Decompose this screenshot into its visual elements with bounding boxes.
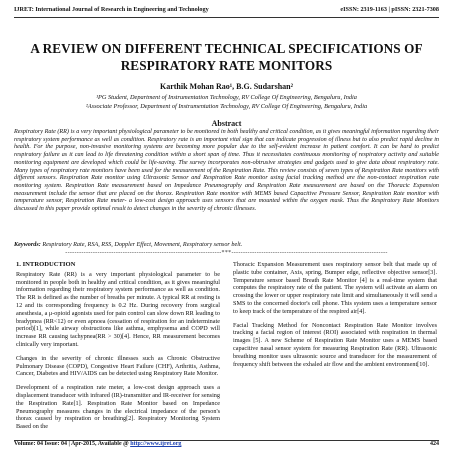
journal-name: IJRET: International Journal of Research in Engineering and Technology xyxy=(14,6,209,13)
issn-label: eISSN: 2319-1163 | pISSN: 2321-7308 xyxy=(340,6,439,13)
page-number: 424 xyxy=(430,441,439,447)
running-footer xyxy=(14,441,439,447)
volume-info xyxy=(14,441,181,447)
affiliation-2: ²Associate Professor, Department of Instrumentation Technology, RV College Of Engineering, Bengaluru, India xyxy=(85,102,368,110)
abstract-text: Respiratory Rate (RR) is a very important physiological parameter to be monitored in both healthy and critical condition, as it gives meaningful information regarding their respiratory system performance as well as condition. Respiratory rate is an important vital sign that can indicate progression of illness but to also predict rapid decline in health. For the purpose, non-invasive monitoring systems are becoming more popular due to the self-evident increase in patient comfort. It can be hard to predict respiratory failure as it can lead to life threatening condition within a short span of time. Thus it necessitates continuous monitoring of respiratory activity and suitable monitoring equipment are developed which could be life-saving. The survey incorporates non-obtrusive strategies and gadgets used to give data about respiratory rate. Many types of respiratory rate monitors have been used for the measurement of the Respiration Rate. This review consists of seven types of Respiration Rate monitors with different sensors. Respiration Rate monitor using Ultrasonic Sensor and Respiration Rate monitor using facial tracking method are the non-contact respiration rate monitoring system. Respiration Rate measurement based on Impedance Pneumography and Respiration Rate measurement are based on the Thoracic Expansion measurement include the sensor that are placed on the thorax. Respiration Rate monitor with MEMS based Capacitive Pressure Sensor, Respiration Rate monitor with temperature sensor, Respiration Rate meter- a low-cost design approach uses sensors that are mounted within the oxygen mask. Thus the Respiratory Rate Monitors discussed in this paper provide optimal result to detect changes in the severity of chronic illnesses. xyxy=(14,129,439,213)
volume-label: Volume: 04 Issue: 04 | Apr-2015, Available @ xyxy=(14,441,131,447)
affiliations xyxy=(12,94,441,111)
section-heading-introduction: 1. INTRODUCTION xyxy=(16,261,76,268)
section-separator: --------------------------------------------------------------------***-------------------------------------------------------------------- xyxy=(65,250,388,256)
abstract-heading: Abstract xyxy=(211,119,242,128)
paragraph: Changes in the severity of chronic illnesses such as Chronic Obstructive Pulmonary Disease (COPD), Congestive Heart Failure (CHF), Arthritis, Asthma, Cancer, Diabetes and HIV/AIDS can be detected using Respiratory Rate Monitor. xyxy=(16,354,220,378)
paragraph: Thoracic Expansion Measurement uses respiratory sensor belt that made up of plastic tube container, Axis, spring, Bumper edge, reflective objective sensor[3]. Temperature sensor based Breath Rate Monitor [4] is a real-time system that computes the respiratory rate of the patient. The system will activate an alarm on crossing the lower or upper respiratory rate limit and simultaneously it will send a SMS to the concerned doctor's cell phone. This system uses a temperature sensor to keep track of the temperature of the respired air[4]. xyxy=(233,261,437,315)
paragraph: Respiratory Rate (RR) is a very important physiological parameter to be monitored in people both in healthy and critical condition, as it gives meaningful information regarding their respiratory system performance as well as condition. The RR is defined as the number of breaths per minute. A typical RR at resting is 12 and its corresponding frequency is 0.2 Hz. During recovery from surgical anesthesia, a μ-opioid agonists used for pain control can slow down RR leading to bradypnea (RR<12) or even apnoea (cessation of respiration for an indeterminate period)[1], while airway obstructions like asthma, emphysema and COPD will increase RR causing tachypnea(RR > 30)[4]. Hence, RR measurement becomes clinically very important. xyxy=(16,270,220,348)
journal-link[interactable]: http://www.ijret.org xyxy=(130,441,182,447)
keywords-label: Keywords: xyxy=(14,241,41,248)
right-column xyxy=(233,261,437,374)
paragraph: Development of a respiration rate meter, a low-cost design approach uses a displacement transducer with infrared (IR)-transmitter and IR-receiver for sensing the Respiration Rate[1]. Respiration Rate Monitor based on Impedance Pneumography measures changes in the electrical impedance of the person's thorax caused by respiration or breathing[2]. Respiratory Monitoring System Based on the xyxy=(16,384,220,431)
paper-title: A REVIEW ON DIFFERENT TECHNICAL SPECIFICATIONS OF RESPIRATORY RATE MONITORS xyxy=(30,41,423,73)
header-divider xyxy=(14,17,439,18)
keywords xyxy=(14,241,439,248)
affiliation-1: ¹PG Student, Department of Instrumentation Technology, RV College Of Engineering, Bengaluru, India xyxy=(96,94,357,101)
paragraph: Facial Tracking Method for Noncontact Respiration Rate Monitor involves tracking a facial region of interest (ROI) associated with respiration in thermal images [5]. A new Scheme of Respiration Rate Monitor uses a MEMS based capacitive nasal sensor system for measuring Respiration Rate (RR). Ultrasonic breathing monitor uses ultrasonic source and transducer for the measurement of frequency shift between the exhaled air flow and the ambient environment[10]. xyxy=(233,321,437,368)
keywords-text: Respiratory Rate, RSA, RSS, Doppler Effect, Movement, Respiratory sensor belt. xyxy=(40,241,243,248)
author-list: Karthik Mohan Rao¹, B.G. Sudarshan² xyxy=(159,82,294,91)
left-column xyxy=(16,261,220,437)
